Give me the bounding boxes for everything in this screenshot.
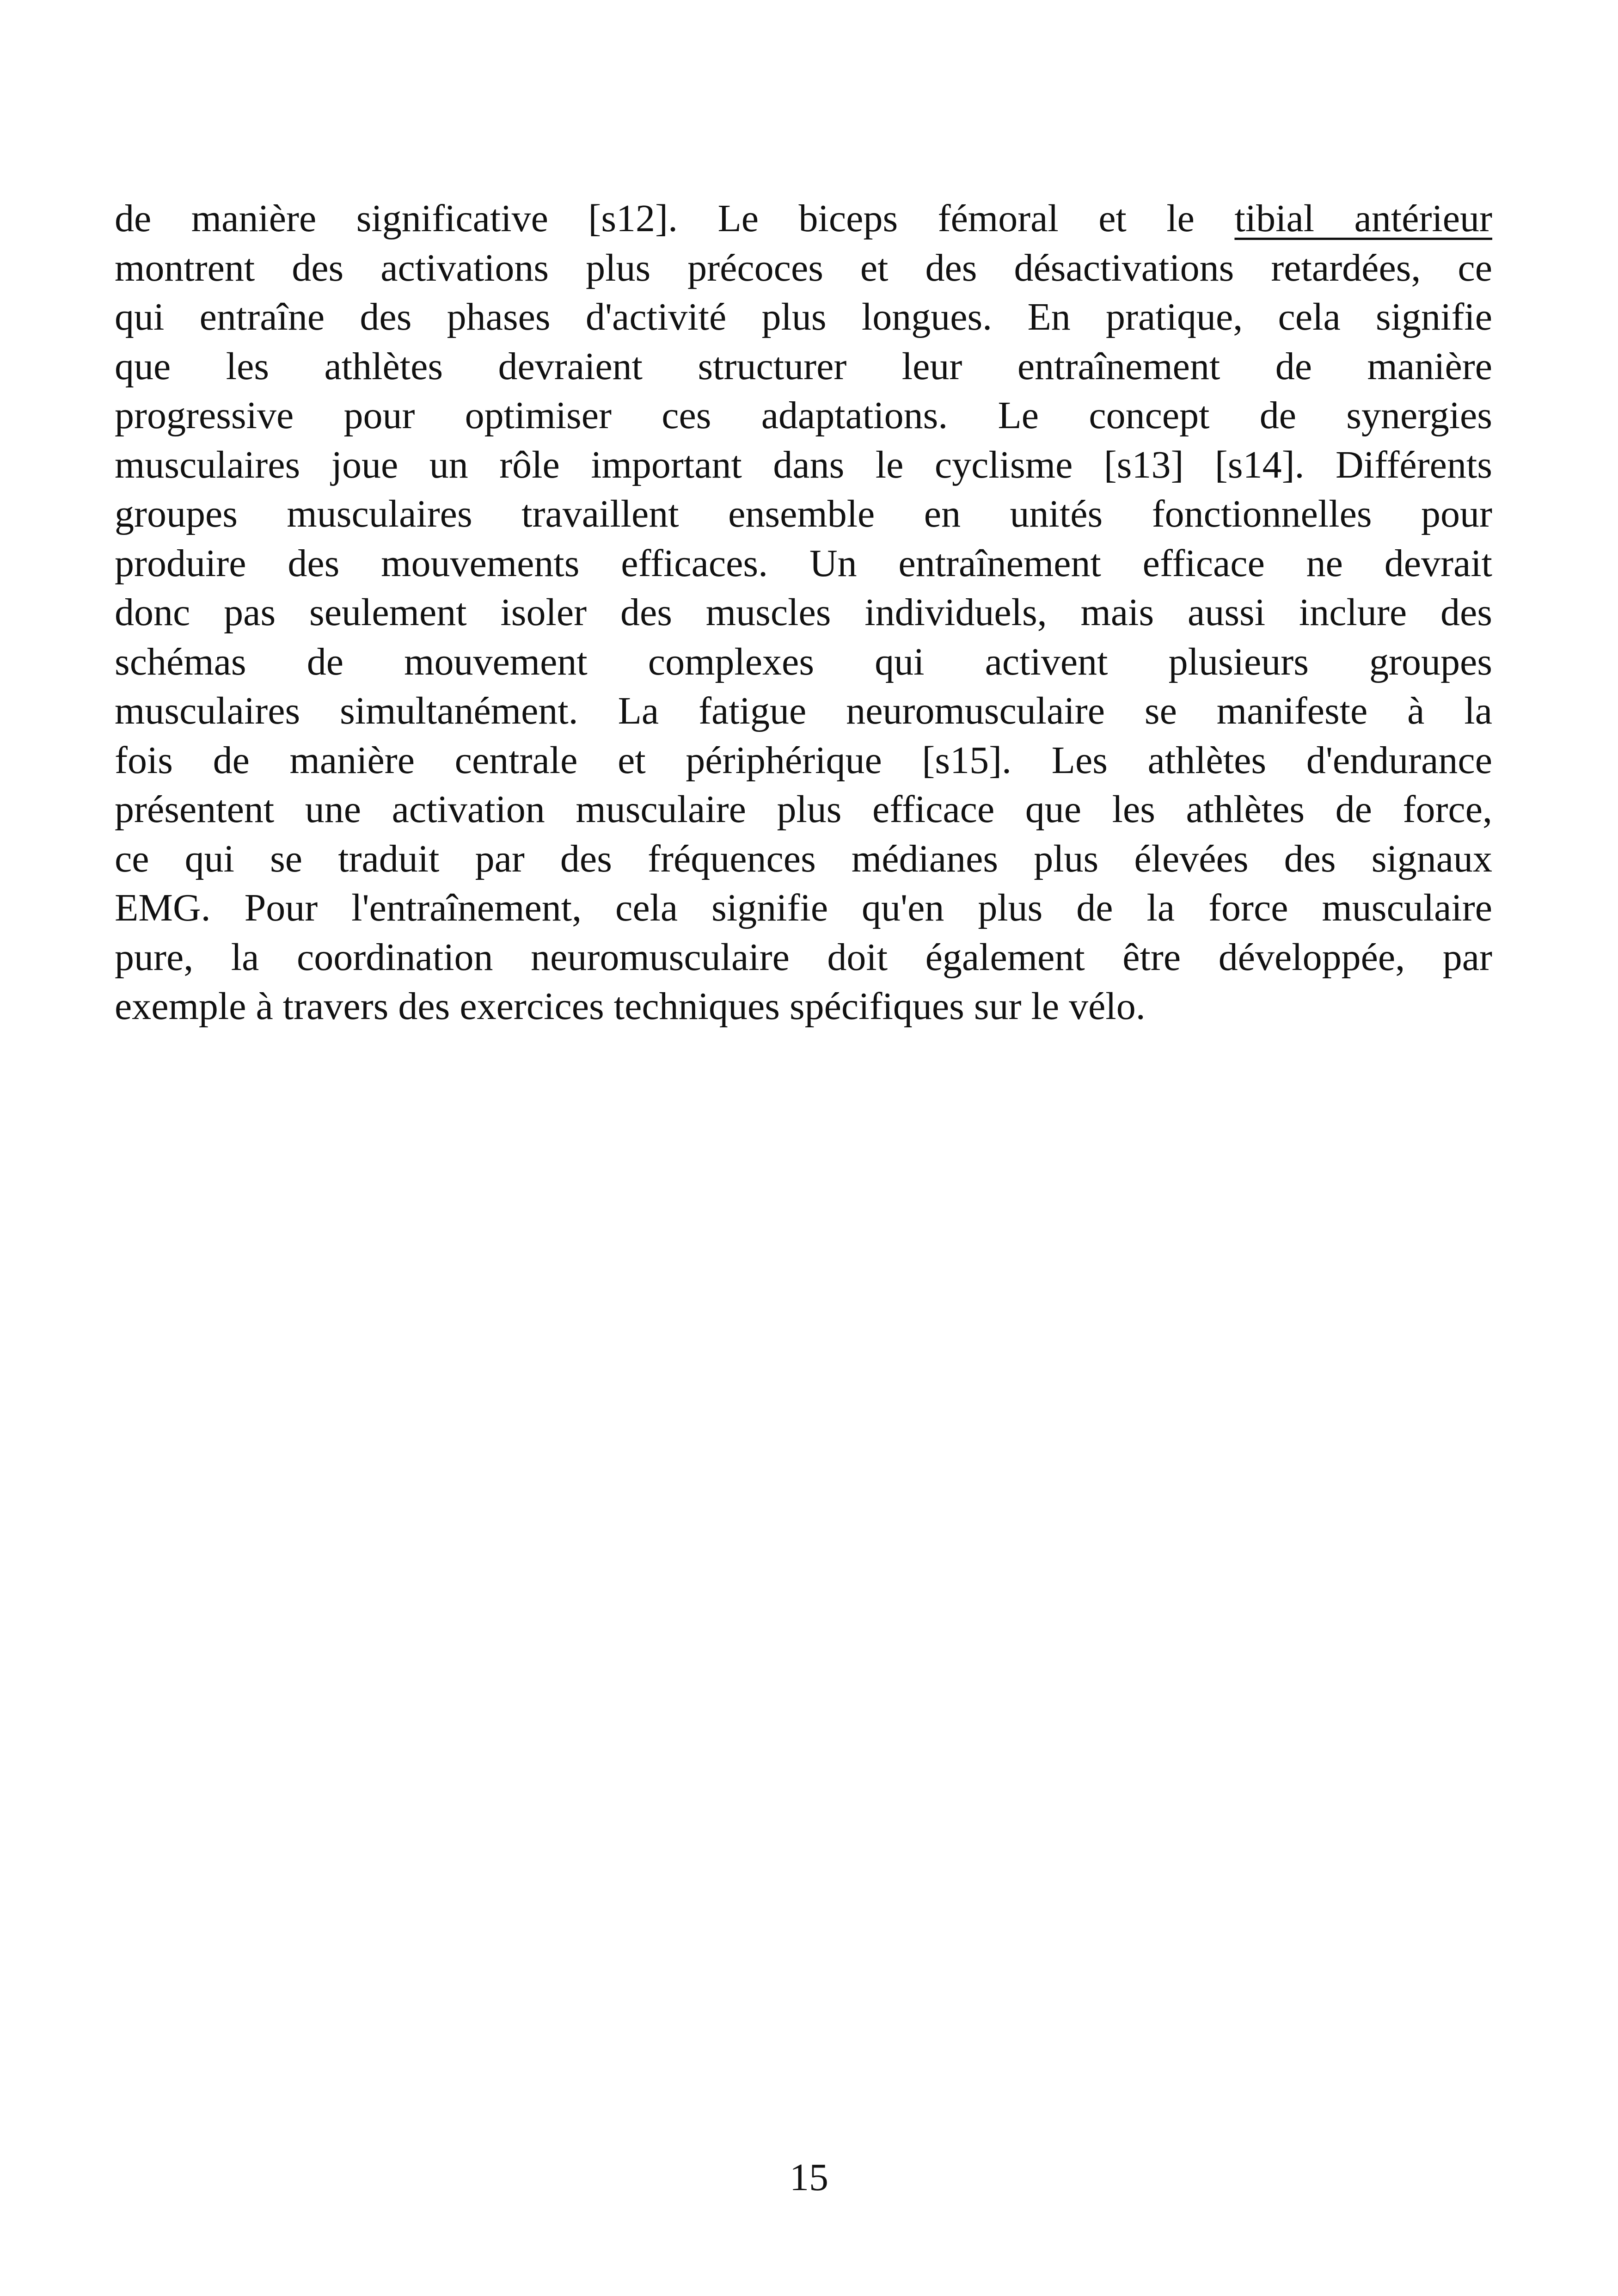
text-line: que les athlètes devraient structurer leur entraînement de manière [115, 344, 1492, 388]
text-line: fois de manière centrale et périphérique [s15]. Les athlètes d'endurance [115, 738, 1492, 782]
text-line: présentent une activation musculaire plus efficace que les athlètes de force, [115, 788, 1492, 831]
text-line: groupes musculaires travaillent ensemble en unités fonctionnelles pour [115, 492, 1492, 535]
text-line: pure, la coordination neuromusculaire doit également être développée, par [115, 935, 1492, 979]
text-line: musculaires joue un rôle important dans le cyclisme [s13] [s14]. Différents [115, 443, 1492, 486]
text-line-segment: de manière significative [s12]. Le biceps fémoral et le [115, 197, 1235, 240]
text-line: donc pas seulement isoler des muscles individuels, mais aussi inclure des [115, 591, 1492, 634]
text-line: progressive pour optimiser ces adaptations. Le concept de synergies [115, 394, 1492, 437]
page-number: 15 [790, 2156, 828, 2199]
text-line: montrent des activations plus précoces et des désactivations retardées, ce [115, 246, 1492, 289]
text-line: exemple à travers des exercices techniques spécifiques sur le vélo. [115, 985, 1146, 1028]
text-line: qui entraîne des phases d'activité plus longues. En pratique, cela signifie [115, 295, 1492, 338]
text-line: schémas de mouvement complexes qui activent plusieurs groupes [115, 640, 1492, 683]
tibial-anterieur-link[interactable]: tibial antérieur [1234, 197, 1493, 240]
text-line: ce qui se traduit par des fréquences médianes plus élevées des signaux [115, 837, 1492, 880]
text-line: produire des mouvements efficaces. Un entraînement efficace ne devrait [115, 541, 1492, 585]
text-line: musculaires simultanément. La fatigue neuromusculaire se manifeste à la [115, 689, 1492, 732]
text-line: EMG. Pour l'entraînement, cela signifie qu'en plus de la force musculaire [115, 886, 1492, 929]
body-paragraph [115, 194, 1492, 1031]
text-line [115, 194, 1492, 244]
